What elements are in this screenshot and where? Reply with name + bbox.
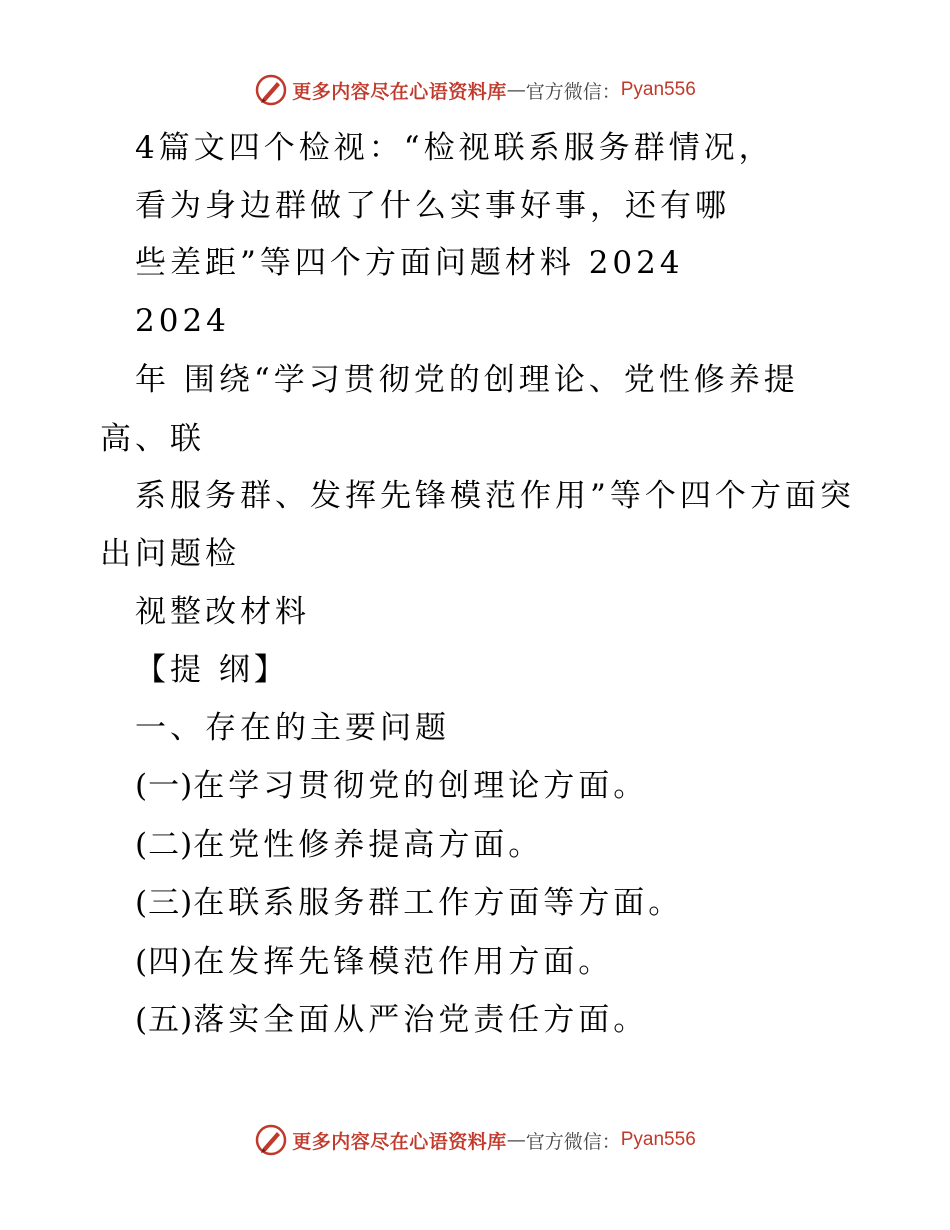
outline-item-3 bbox=[135, 881, 683, 925]
section-heading: 一、存在的主要问题 bbox=[135, 710, 450, 746]
outline-item-text: 在发挥先锋模范作用方面。 bbox=[193, 944, 614, 980]
title-line-2: 看为身边群做了什么实事好事，还有哪 bbox=[135, 188, 730, 224]
outline-item-text: 落实全面从严治党责任方面。 bbox=[193, 1002, 649, 1038]
outline-item-1 bbox=[135, 764, 648, 808]
outline-item-label: (五) bbox=[135, 1002, 194, 1038]
outline-item-2 bbox=[135, 823, 543, 867]
title-line-9: 视整改材料 bbox=[135, 594, 310, 630]
pen-logo-icon bbox=[254, 1123, 288, 1157]
watermark-sub-text: 官方微信： bbox=[525, 1130, 621, 1153]
watermark-wechat-id: Pyan556 bbox=[620, 79, 696, 100]
watermark-dash: — bbox=[506, 1129, 526, 1151]
title-line-7: 系服务群、发挥先锋模范作用”等个四个方面突 bbox=[135, 478, 855, 514]
watermark-sub-text: 官方微信： bbox=[525, 80, 621, 103]
header-watermark bbox=[0, 70, 950, 110]
watermark-dash: — bbox=[506, 79, 526, 101]
outline-item-label: (一) bbox=[135, 768, 194, 804]
outline-item-4 bbox=[135, 940, 613, 984]
outline-item-text: 在党性修养提高方面。 bbox=[193, 827, 544, 863]
title-line-6: 高、联 bbox=[100, 421, 205, 457]
outline-item-5 bbox=[135, 998, 648, 1042]
watermark-main-text: 更多内容尽在心语资料库 bbox=[292, 80, 507, 103]
watermark-wechat-id: Pyan556 bbox=[620, 1129, 696, 1150]
footer-watermark bbox=[0, 1120, 950, 1160]
outline-item-label: (四) bbox=[135, 944, 194, 980]
title-line-4: 2024 bbox=[135, 303, 230, 339]
title-line-1: 4篇文四个检视：“检视联系服务群情况， bbox=[135, 130, 774, 166]
title-line-8: 出问题检 bbox=[100, 536, 240, 572]
title-line-5: 年 围绕“学习贯彻党的创理论、党性修养提 bbox=[135, 362, 799, 398]
watermark-main-text: 更多内容尽在心语资料库 bbox=[292, 1130, 507, 1153]
outline-heading: 【提 纲】 bbox=[135, 652, 289, 688]
title-line-3: 些差距”等四个方面问题材料 2024 bbox=[135, 245, 684, 281]
outline-item-text: 在联系服务群工作方面等方面。 bbox=[193, 885, 684, 921]
outline-item-label: (二) bbox=[135, 827, 194, 863]
outline-item-label: (三) bbox=[135, 885, 194, 921]
outline-item-text: 在学习贯彻党的创理论方面。 bbox=[193, 768, 649, 804]
pen-logo-icon bbox=[254, 73, 288, 107]
